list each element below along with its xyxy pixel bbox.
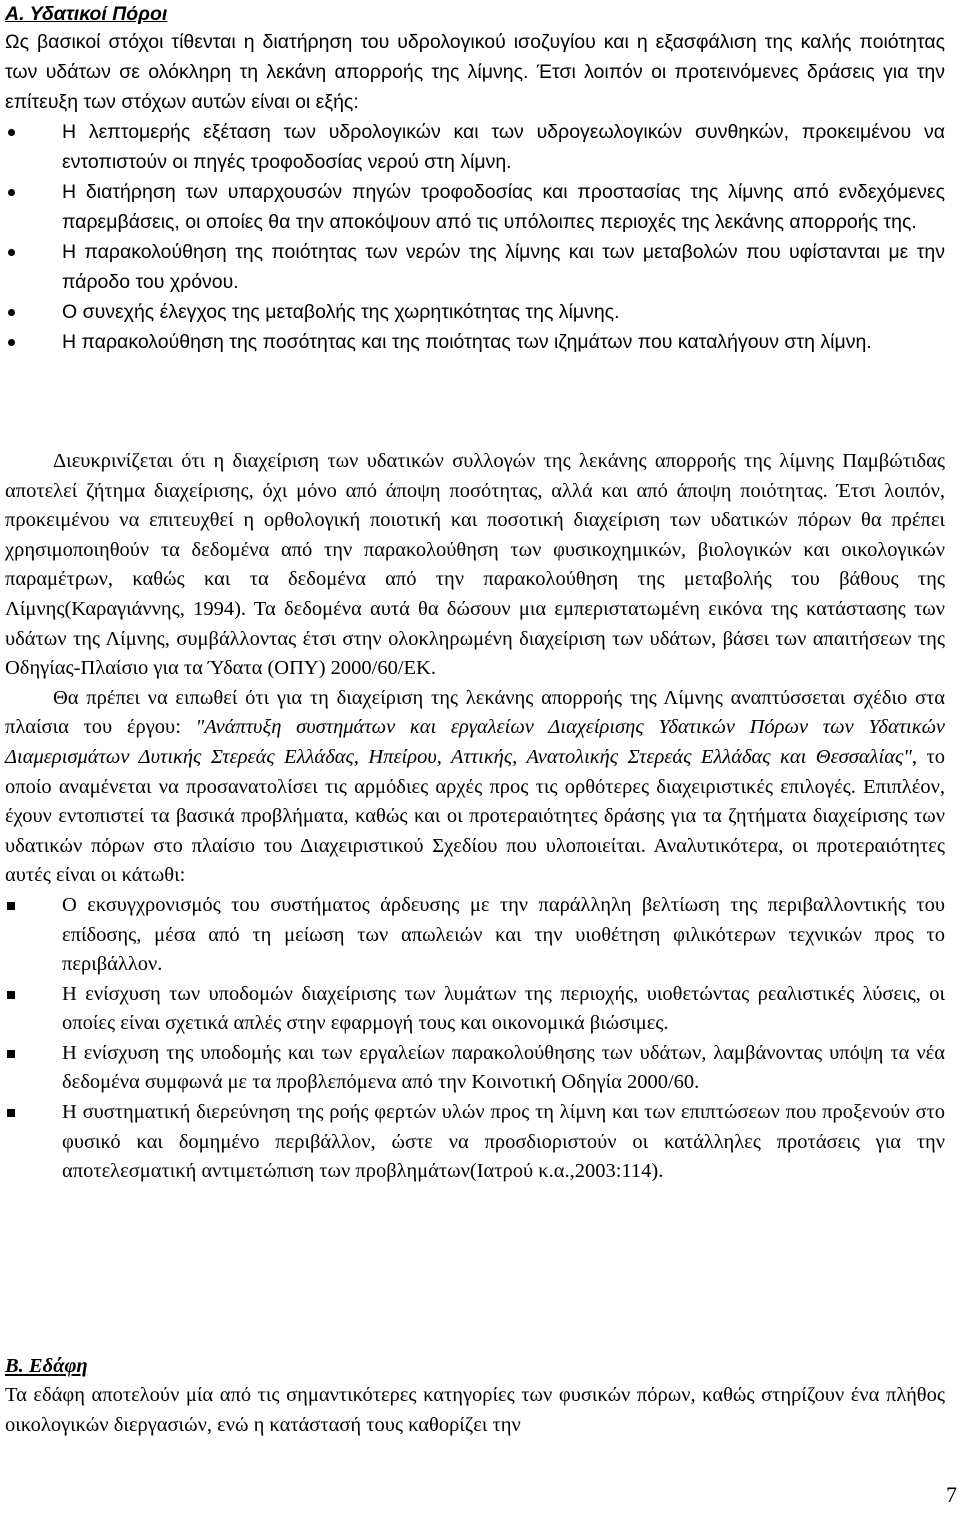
list-item [5, 237, 945, 297]
list-item-text: Η συστηματική διερεύνηση της ροής φερτών υλών προς τη λίμνη και των επιπτώσεων που προξενούν στο φυσικό και δομημένο περιβάλλον, ώστε να προσδιοριστούν οι κατάλληλες προτάσεις για την αποτελεσματική αντιμετώπιση των προβλημάτων(Ιατρού κ.α.,2003:114). [62, 1101, 945, 1183]
list-item-text: Η παρακολούθηση της ποιότητας των νερών της λίμνης και των μεταβολών που υφίστανται με την πάροδο του χρόνου. [62, 241, 945, 293]
list-item [5, 891, 945, 980]
project-title: "Ανάπτυξη συστημάτων και εργαλείων Διαχείρισης Υδατικών Πόρων των Υδατικών Διαμερισμάτων Δυτικής Στερεάς Ελλάδας, Ηπείρου, Αττικής, Ανατολικής Στερεάς Ελλάδας και Θεσσαλίας" [5, 716, 945, 768]
square-bullet-icon [7, 1050, 15, 1058]
bullet-dot-icon [8, 339, 15, 346]
list-item [5, 980, 945, 1039]
section-a-intro: Ως βασικοί στόχοι τίθενται η διατήρηση του υδρολογικού ισοζυγίου και η εξασφάλιση της καλής ποιότητας των υδάτων σε ολόκληρη τη λεκάνη απορροής της λίμνης. Έτσι λοιπόν οι προτεινόμενες δράσεις για την επίτευξη των στόχων αυτών είναι οι εξής: [5, 31, 945, 113]
list-item [5, 297, 945, 327]
square-bullet-icon [7, 991, 15, 999]
paragraph-management: Διευκρινίζεται ότι η διαχείριση των υδατικών συλλογών της λεκάνης απορροής της λίμνης Παμβώτιδας αποτελεί ζήτημα διαχείρισης, όχι μόνο από άποψη ποσότητας, αλλά και από άποψη ποιότητας. Έτσι λοιπόν, προκειμένου να επιτευχθεί η ορθολογική ποιοτική και ποσοτική διαχείριση των υδατικών πόρων θα πρέπει χρησιμοποιηθούν τα δεδομένα από την παρακολούθηση των φυσικοχημικών, βιολογικών και οικολογικών παραμέτρων, καθώς και τα δεδομένα από την παρακολούθηση της μεταβολής του βάθους της Λίμνης(Καραγιάννης, 1994). Τα δεδομένα αυτά θα δώσουν μια εμπεριστατωμένη εικόνα της κατάστασης των υδάτων της Λίμνης, συμβάλλοντας έτσι στην ολοκληρωμένη διαχείριση των υδάτων, βάσει των απαιτήσεων της Οδηγίας-Πλαίσιο για τα Ύδατα (ΟΠΥ) 2000/60/ΕΚ. [5, 450, 945, 680]
bullet-dot-icon [8, 189, 15, 196]
list-item-text: Η παρακολούθηση της ποσότητας και της ποιότητας των ιζημάτων που καταλήγουν στη λίμνη. [62, 331, 872, 353]
bullet-dot-icon [8, 309, 15, 316]
page-number: 7 [946, 1482, 957, 1507]
bullet-dot-icon [8, 129, 15, 136]
list-item [5, 327, 945, 357]
section-b-text: Τα εδάφη αποτελούν μία από τις σημαντικότερες κατηγορίες των φυσικών πόρων, καθώς στηρίζουν ένα πλήθος οικολογικών διεργασιών, ενώ η κατάστασή τους καθορίζει την [5, 1384, 945, 1436]
list-item-text: Ο εκσυγχρονισμός του συστήματος άρδευσης με την παράλληλη βελτίωση της περιβαλλοντικής του επίδοσης, μέσα από τη μείωση των απωλειών και την υιοθέτηση φιλικότερων τεχνικών προς το περιβάλλον. [62, 893, 945, 976]
paragraph-plan [5, 684, 945, 891]
list-item-text: Η διατήρηση των υπαρχουσών πηγών τροφοδοσίας και προστασίας της λίμνης από ενδεχόμενες παρεμβάσεις, οι οποίες θα την αποκόψουν από τις υπόλοιπες περιοχές της λεκάνης απορροής της. [62, 181, 945, 233]
list-item-text: Η ενίσχυση των υποδομών διαχείρισης των λυμάτων της περιοχής, υιοθετώντας ρεαλιστικές λύσεις, οι οποίες είναι σχετικά απλές στην εφαρμογή τους και οικονομικά βιώσιμες. [62, 982, 945, 1035]
list-item [5, 1039, 945, 1098]
section-b-heading: Β. Εδάφη [5, 1355, 88, 1377]
water-actions-list [5, 117, 945, 357]
list-item-text: Η λεπτομερής εξέταση των υδρολογικών και των υδρογεωλογικών συνθηκών, προκειμένου να εντοπιστούν οι πηγές τροφοδοσίας νερού στη λίμνη. [62, 121, 945, 173]
paragraph-plan-rest: , το οποίο αναμένεται να προσανατολίσει τις αρμόδιες αρχές προς τις ορθότερες διαχειριστικές επιλογές. Επιπλέον, έχουν εντοπιστεί τα βασικά προβλήματα, καθώς και οι προτεραιότητες δράσης για τα ζητήματα διαχείρισης των υδατικών πόρων στο πλαίσιο του Διαχειριστικού Σχεδίου που υλοποιείται. Αναλυτικότερα, οι προτεραιότητες αυτές είναι οι κάτωθι: [5, 745, 945, 887]
section-a-heading: Α. Υδατικοί Πόροι [5, 3, 168, 25]
list-item [5, 117, 945, 177]
list-item-text: Η ενίσχυση της υποδομής και των εργαλείων παρακολούθησης των υδάτων, λαμβάνοντας υπόψη τα νέα δεδομένα συμφωνά με τα προβλεπόμενα από την Κοινοτική Οδηγία 2000/60. [62, 1041, 945, 1094]
square-bullet-icon [7, 902, 15, 910]
square-bullet-icon [7, 1109, 15, 1117]
list-item [5, 177, 945, 237]
section-a-body [5, 447, 945, 1187]
list-item-text: Ο συνεχής έλεγχος της μεταβολής της χωρητικότητας της λίμνης. [62, 301, 620, 323]
priorities-list [5, 891, 945, 1187]
list-item [5, 1098, 945, 1187]
paragraph-plan-lead: Θα πρέπει να ειπωθεί ότι για τη διαχείριση της λεκάνης απορροής της Λίμνης αναπτύσσεται σχέδιο στα πλαίσια του έργου: [5, 686, 945, 739]
bullet-dot-icon [8, 249, 15, 256]
